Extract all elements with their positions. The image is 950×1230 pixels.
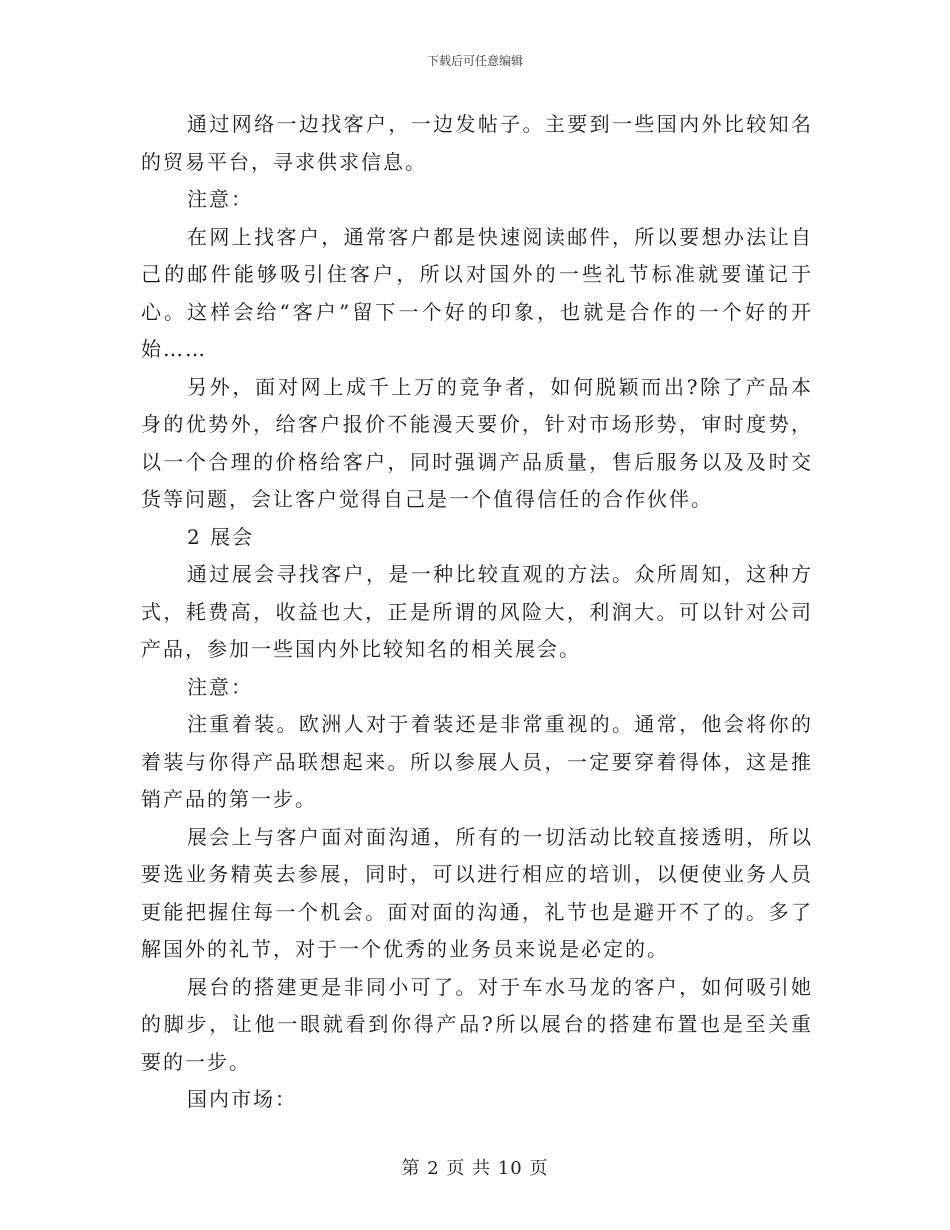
paragraph: 国内市场：: [187, 1087, 297, 1111]
document-body: [141, 106, 813, 1119]
paragraph: 注意：: [187, 187, 253, 211]
page-footer: 第 2 页 共 10 页: [401, 1158, 549, 1179]
paragraph: 通过网络一边找客户，一边发帖子。主要到一些国内外比较知名的贸易平台，寻求供求信息。: [141, 112, 813, 174]
paragraph: 在网上找客户，通常客户都是快速阅读邮件，所以要想办法让自己的邮件能够吸引住客户，所以对国外的一些礼节标准就要谨记于心。这样会给“客户”留下一个好的印象，也就是合作的一个好的开始……: [141, 224, 813, 361]
paragraph: 注重着装。欧洲人对于着装还是非常重视的。通常，他会将你的着装与你得产品联想起来。所以参展人员，一定要穿着得体，这是推销产品的第一步。: [141, 712, 813, 811]
page-header: 下载后可任意编辑: [426, 54, 523, 68]
paragraph: 注意：: [187, 674, 253, 699]
paragraph: 展会上与客户面对面沟通，所有的一切活动比较直接透明，所以要选业务精英去参展，同时，可以进行相应的培训，以便使业务人员更能把握住每一个机会。面对面的沟通，礼节也是避开不了的。多了解国外的礼节，对于一个优秀的业务员来说是必定的。: [141, 824, 813, 961]
paragraph: 另外，面对网上成千上万的竞争者，如何脱颖而出?除了产品本身的优势外，给客户报价不能漫天要价，针对市场形势，审时度势，以一个合理的价格给客户，同时强调产品质量，售后服务以及及时交货等问题，会让客户觉得自己是一个值得信任的合作伙伴。: [141, 374, 813, 511]
paragraph: 展台的搭建更是非同小可了。对于车水马龙的客户，如何吸引她的脚步，让他一眼就看到你得产品?所以展台的搭建布置也是至关重要的一步。: [141, 974, 813, 1074]
section-heading: 2 展会: [187, 524, 255, 549]
paragraph: 通过展会寻找客户，是一种比较直观的方法。众所周知，这种方式，耗费高，收益也大，正是所谓的风险大，利润大。可以针对公司产品，参加一些国内外比较知名的相关展会。: [141, 562, 813, 661]
